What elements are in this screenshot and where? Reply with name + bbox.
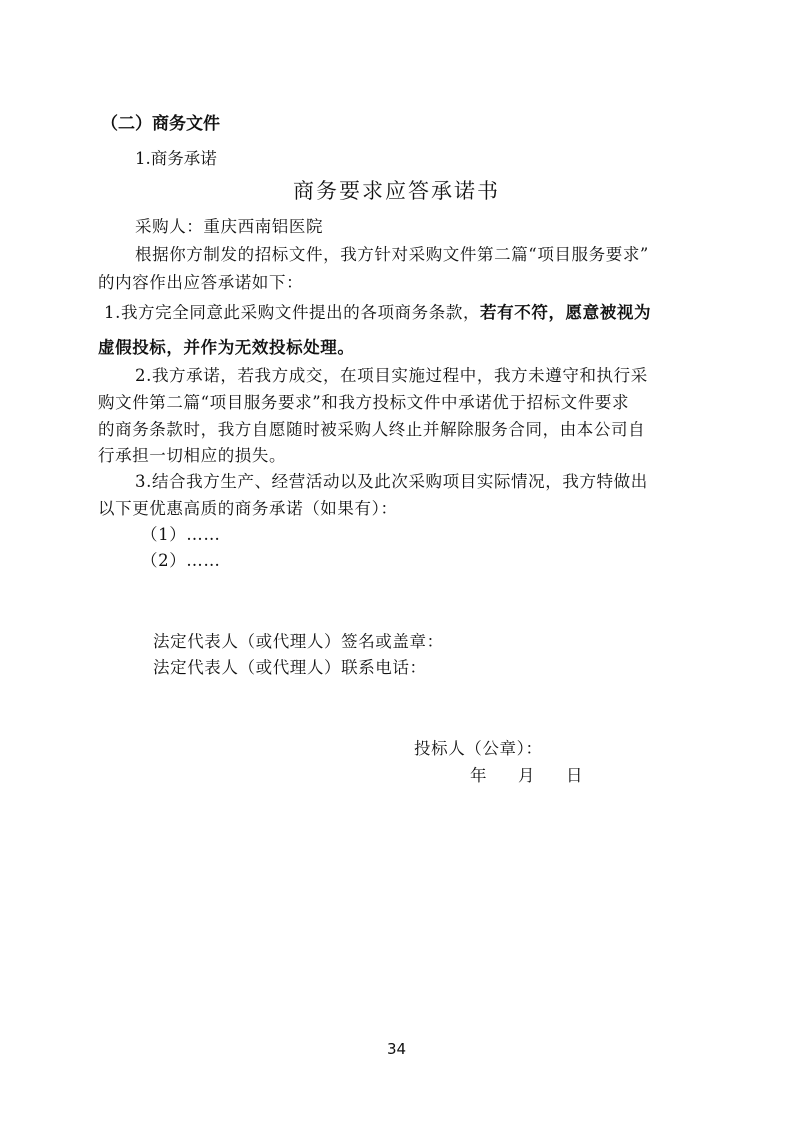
item3-sub-2: （2）…… (141, 551, 221, 570)
sub-heading: 1.商务承诺 (135, 149, 217, 168)
rep-phone-line: 法定代表人（或代理人）联系电话： (153, 658, 427, 677)
item3-line-1: 3.结合我方生产、经营活动以及此次采购项目实际情况，我方特做出 (135, 472, 648, 491)
item3-line-2: 以下更优惠高质的商务承诺（如果有）： (98, 499, 398, 518)
item1-line-2: 虚假投标，并作为无效投标处理。 (98, 338, 355, 357)
item2-line-4: 行承担一切相应的损失。 (98, 446, 287, 465)
item2-line-1: 2.我方承诺，若我方成交，在项目实施过程中，我方未遵守和执行采 (135, 366, 648, 385)
bidder-seal-line: 投标人（公章）： (414, 739, 543, 758)
intro-line-1: 根据你方制发的招标文件，我方针对采购文件第二篇“项目服务要求” (135, 245, 649, 264)
item1-bold-text: 若有不符，愿意被视为 (480, 303, 652, 322)
date-month: 月 (518, 766, 535, 785)
section-heading: （二）商务文件 (101, 114, 220, 134)
document-title: 商务要求应答承诺书 (293, 179, 500, 203)
page-number: 34 (386, 1040, 407, 1058)
item1-line-1 (104, 300, 651, 326)
intro-line-2: 的内容作出应答承诺如下： (98, 273, 304, 292)
item2-line-2: 购文件第二篇“项目服务要求”和我方投标文件中承诺优于招标文件要求 (98, 393, 630, 412)
item1-normal-text: 1.我方完全同意此采购文件提出的各项商务条款， (104, 303, 481, 322)
item2-line-3: 的商务条款时，我方自愿随时被采购人终止并解除服务合同，由本公司自 (98, 420, 646, 439)
purchaser-line: 采购人：重庆西南铝医院 (135, 217, 324, 236)
date-year: 年 (470, 766, 487, 785)
date-day: 日 (566, 766, 583, 785)
item3-sub-1: （1）…… (141, 525, 221, 544)
rep-sign-line: 法定代表人（或代理人）签名或盖章： (153, 632, 444, 651)
